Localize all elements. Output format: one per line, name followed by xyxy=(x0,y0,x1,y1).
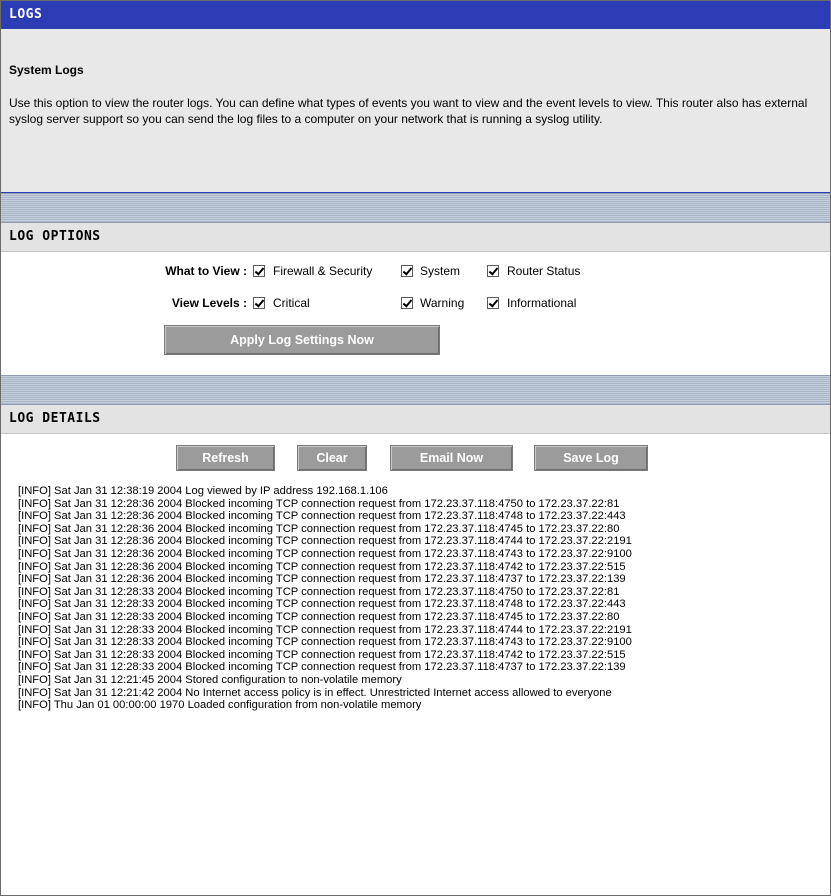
log-entry: [INFO] Sat Jan 31 12:28:33 2004 Blocked incoming TCP connection request from 172.23.37.118:4744 to 172.23.37.22:2191 xyxy=(18,623,632,636)
log-entry: [INFO] Sat Jan 31 12:28:36 2004 Blocked incoming TCP connection request from 172.23.37.118:4742 to 172.23.37.22:515 xyxy=(18,560,626,573)
log-entry: [INFO] Sat Jan 31 12:28:33 2004 Blocked incoming TCP connection request from 172.23.37.118:4745 to 172.23.37.22:80 xyxy=(18,610,620,623)
log-entry: [INFO] Sat Jan 31 12:28:33 2004 Blocked incoming TCP connection request from 172.23.37.118:4737 to 172.23.37.22:139 xyxy=(18,661,626,674)
log-entry: [INFO] Sat Jan 31 12:28:36 2004 Blocked incoming TCP connection request from 172.23.37.118:4743 to 172.23.37.22:9100 xyxy=(18,547,632,560)
log-entry: [INFO] Sat Jan 31 12:28:33 2004 Blocked incoming TCP connection request from 172.23.37.118:4750 to 172.23.37.22:81 xyxy=(18,585,620,598)
log-entries-list xyxy=(18,485,824,712)
page-description: Use this option to view the router logs. You can define what types of events you want to view and the event levels to view. This router also has external syslog server support so you can send the log files to a computer on your network that is running a syslog utility. xyxy=(9,96,808,126)
firewall-security-label: Firewall & Security xyxy=(273,264,373,278)
refresh-button[interactable]: Refresh xyxy=(176,445,275,471)
log-entry: [INFO] Sat Jan 31 12:28:36 2004 Blocked incoming TCP connection request from 172.23.37.118:4737 to 172.23.37.22:139 xyxy=(18,573,626,586)
log-entry: [INFO] Sat Jan 31 12:28:33 2004 Blocked incoming TCP connection request from 172.23.37.118:4742 to 172.23.37.22:515 xyxy=(18,648,626,661)
log-entry: [INFO] Sat Jan 31 12:28:33 2004 Blocked incoming TCP connection request from 172.23.37.118:4748 to 172.23.37.22:443 xyxy=(18,598,626,611)
informational-label: Informational xyxy=(507,296,577,310)
divider-stripe xyxy=(1,375,830,405)
informational-checkbox[interactable] xyxy=(487,297,499,309)
router-status-checkbox[interactable] xyxy=(487,265,499,277)
view-levels-label: View Levels : xyxy=(171,296,247,310)
warning-label: Warning xyxy=(420,296,465,310)
firewall-security-checkbox[interactable] xyxy=(253,265,265,277)
log-entry: [INFO] Sat Jan 31 12:28:36 2004 Blocked incoming TCP connection request from 172.23.37.118:4748 to 172.23.37.22:443 xyxy=(18,510,626,523)
log-entry: [INFO] Sat Jan 31 12:28:36 2004 Blocked incoming TCP connection request from 172.23.37.118:4750 to 172.23.37.22:81 xyxy=(18,497,620,510)
apply-log-settings-button[interactable]: Apply Log Settings Now xyxy=(164,325,440,355)
what-to-view-row xyxy=(1,262,830,280)
log-entry: [INFO] Sat Jan 31 12:28:36 2004 Blocked incoming TCP connection request from 172.23.37.118:4744 to 172.23.37.22:2191 xyxy=(18,535,632,548)
logs-intro-panel xyxy=(1,29,830,193)
log-options-header: LOG OPTIONS xyxy=(1,223,830,252)
page-title: System Logs xyxy=(9,63,84,77)
warning-checkbox[interactable] xyxy=(401,297,413,309)
log-details-header: LOG DETAILS xyxy=(1,405,830,434)
clear-button[interactable]: Clear xyxy=(297,445,367,471)
log-entry: [INFO] Sat Jan 31 12:21:45 2004 Stored configuration to non-volatile memory xyxy=(18,673,402,686)
view-levels-row xyxy=(1,294,830,312)
log-entry: [INFO] Sat Jan 31 12:28:33 2004 Blocked incoming TCP connection request from 172.23.37.118:4743 to 172.23.37.22:9100 xyxy=(18,636,632,649)
router-status-label: Router Status xyxy=(507,264,581,278)
critical-label: Critical xyxy=(273,296,310,310)
critical-checkbox[interactable] xyxy=(253,297,265,309)
system-checkbox[interactable] xyxy=(401,265,413,277)
divider-stripe xyxy=(1,193,830,223)
save-log-button[interactable]: Save Log xyxy=(534,445,648,471)
log-entry: [INFO] Sat Jan 31 12:28:36 2004 Blocked incoming TCP connection request from 172.23.37.118:4745 to 172.23.37.22:80 xyxy=(18,522,620,535)
log-entry: [INFO] Sat Jan 31 12:38:19 2004 Log viewed by IP address 192.168.1.106 xyxy=(18,485,388,497)
log-details-panel xyxy=(1,434,830,896)
email-now-button[interactable]: Email Now xyxy=(390,445,513,471)
what-to-view-label: What to View : xyxy=(165,264,247,278)
log-options-panel xyxy=(1,252,830,375)
logs-section-header: LOGS xyxy=(1,1,830,29)
log-entry: [INFO] Thu Jan 01 00:00:00 1970 Loaded configuration from non-volatile memory xyxy=(18,699,422,712)
log-entry: [INFO] Sat Jan 31 12:21:42 2004 No Internet access policy is in effect. Unrestricted Internet access allowed to everyone xyxy=(18,686,612,699)
system-label: System xyxy=(420,264,461,278)
